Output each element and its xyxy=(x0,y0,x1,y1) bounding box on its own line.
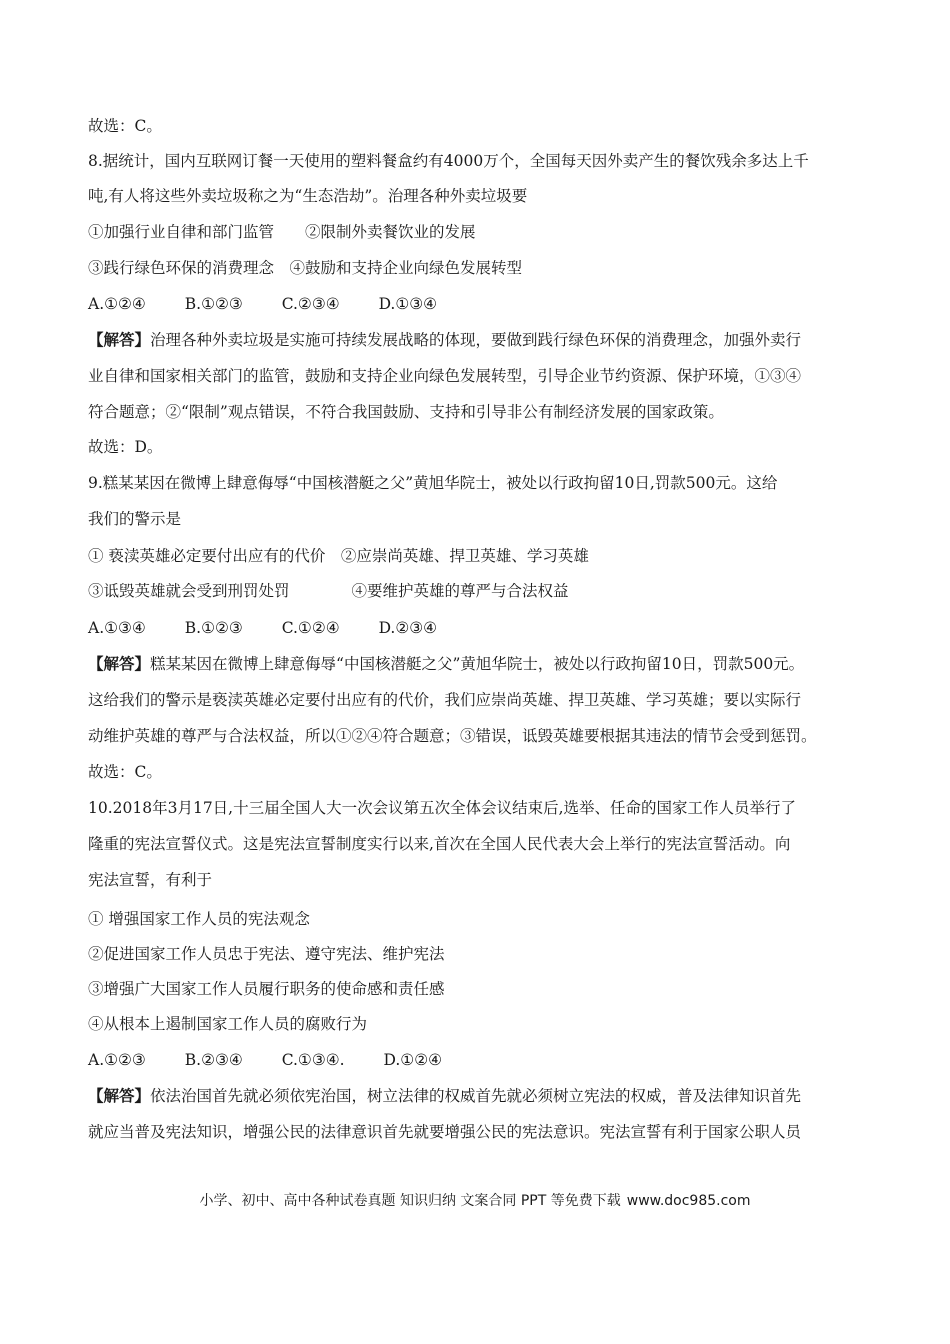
q10-stem-line: 宪法宣誓，有利于 xyxy=(88,871,213,889)
q10-item: ④从根本上遏制国家工作人员的腐败行为 xyxy=(88,1015,368,1033)
q7-result: 故选：C。 xyxy=(88,117,162,135)
q9-option-b: B.①②③ xyxy=(184,619,243,637)
q10-answer-line: 就应当普及宪法知识，增强公民的法律意识首先就要增强公民的宪法意识。宪法宣誓有利于国家公职人员 xyxy=(88,1123,802,1141)
q8-answer-line: 业自律和国家相关部门的监管，鼓励和支持企业向绿色发展转型，引导企业节约资源、保护环境，①③④ xyxy=(88,367,802,385)
q9-answer-text: 糕某某因在微博上肆意侮辱“中国核潜艇之父”黄旭华院士，被处以行政拘留10日，罚款500元。 xyxy=(150,655,805,673)
q10-item: ① 增强国家工作人员的宪法观念 xyxy=(88,910,310,928)
q9-item: ① 亵渎英雄必定要付出应有的代价 ②应崇尚英雄、捍卫英雄、学习英雄 xyxy=(88,547,589,565)
q9-stem-line: 9.糕某某因在微博上肆意侮辱“中国核潜艇之父”黄旭华院士，被处以行政拘留10日,罚款500元。这给 xyxy=(88,474,778,492)
q10-option-b: B.②③④ xyxy=(184,1051,243,1069)
q10-option-d: D.①②④ xyxy=(383,1051,442,1069)
q8-option-c: C.②③④ xyxy=(281,295,340,313)
q8-item: ③践行绿色环保的消费理念 ④鼓励和支持企业向绿色发展转型 xyxy=(88,259,523,277)
q8-result: 故选：D。 xyxy=(88,438,163,456)
q9-option-d: D.②③④ xyxy=(378,619,438,637)
q10-item: ②促进国家工作人员忠于宪法、遵守宪法、维护宪法 xyxy=(88,945,445,963)
q9-option-a: A.①③④ xyxy=(88,619,146,637)
q10-answer-line xyxy=(88,1086,801,1106)
footer-text: 小学、初中、高中各种试卷真题 知识归纳 文案合同 PPT 等免费下载 xyxy=(199,1193,621,1209)
q9-result: 故选：C。 xyxy=(88,763,162,781)
q9-answer-line: 这给我们的警示是亵渎英雄必定要付出应有的代价，我们应崇尚英雄、捍卫英雄、学习英雄；要以实际行 xyxy=(88,691,802,709)
q8-stem-line: 吨,有人将这些外卖垃圾称之为“生态浩劫”。治理各种外卖垃圾要 xyxy=(88,187,528,205)
q9-answer-label: 【解答】 xyxy=(88,654,151,673)
q10-stem-line: 10.2018年3月17日,十三届全国人大一次会议第五次全体会议结束后,选举、任命的国家工作人员举行了 xyxy=(88,799,797,817)
q8-option-d: D.①③④ xyxy=(378,295,438,313)
q10-item: ③增强广大国家工作人员履行职务的使命感和责任感 xyxy=(88,980,445,998)
q8-item: ①加强行业自律和部门监管 ②限制外卖餐饮业的发展 xyxy=(88,223,476,241)
q10-options xyxy=(88,1050,442,1070)
q10-option-c: C.①③④. xyxy=(281,1051,345,1069)
q8-answer-line xyxy=(88,330,801,350)
q8-answer-label: 【解答】 xyxy=(88,330,151,349)
q9-options xyxy=(88,618,437,638)
q8-options xyxy=(88,294,437,314)
q8-answer-text: 治理各种外卖垃圾是实施可持续发展战略的体现，要做到践行绿色环保的消费理念，加强外卖行 xyxy=(150,331,802,349)
q10-stem-line: 隆重的宪法宣誓仪式。这是宪法宣誓制度实行以来,首次在全国人民代表大会上举行的宪法宣誓活动。向 xyxy=(88,835,791,853)
q8-stem-line: 8.据统计，国内互联网订餐一天使用的塑料餐盒约有4000万个，全国每天因外卖产生的餐饮残余多达上千 xyxy=(88,152,809,170)
q9-item: ③诋毁英雄就会受到刑罚处罚 ④要维护英雄的尊严与合法权益 xyxy=(88,582,569,600)
q9-option-c: C.①②④ xyxy=(281,619,340,637)
page-footer xyxy=(0,1190,950,1210)
q8-option-b: B.①②③ xyxy=(184,295,243,313)
q8-answer-line: 符合题意；②“限制”观点错误，不符合我国鼓励、支持和引导非公有制经济发展的国家政策。 xyxy=(88,403,724,421)
q9-answer-line: 动维护英雄的尊严与合法权益，所以①②④符合题意；③错误，诋毁英雄要根据其违法的情节会受到惩罚。 xyxy=(88,727,817,745)
q10-option-a: A.①②③ xyxy=(88,1051,146,1069)
q10-answer-text: 依法治国首先就必须依宪治国，树立法律的权威首先就必须树立宪法的权威，普及法律知识首先 xyxy=(150,1087,802,1105)
q9-stem-line: 我们的警示是 xyxy=(88,510,182,528)
footer-link[interactable]: www.doc985.com xyxy=(626,1193,751,1209)
q10-answer-label: 【解答】 xyxy=(88,1086,151,1105)
q8-option-a: A.①②④ xyxy=(88,295,146,313)
q9-answer-line xyxy=(88,654,804,674)
